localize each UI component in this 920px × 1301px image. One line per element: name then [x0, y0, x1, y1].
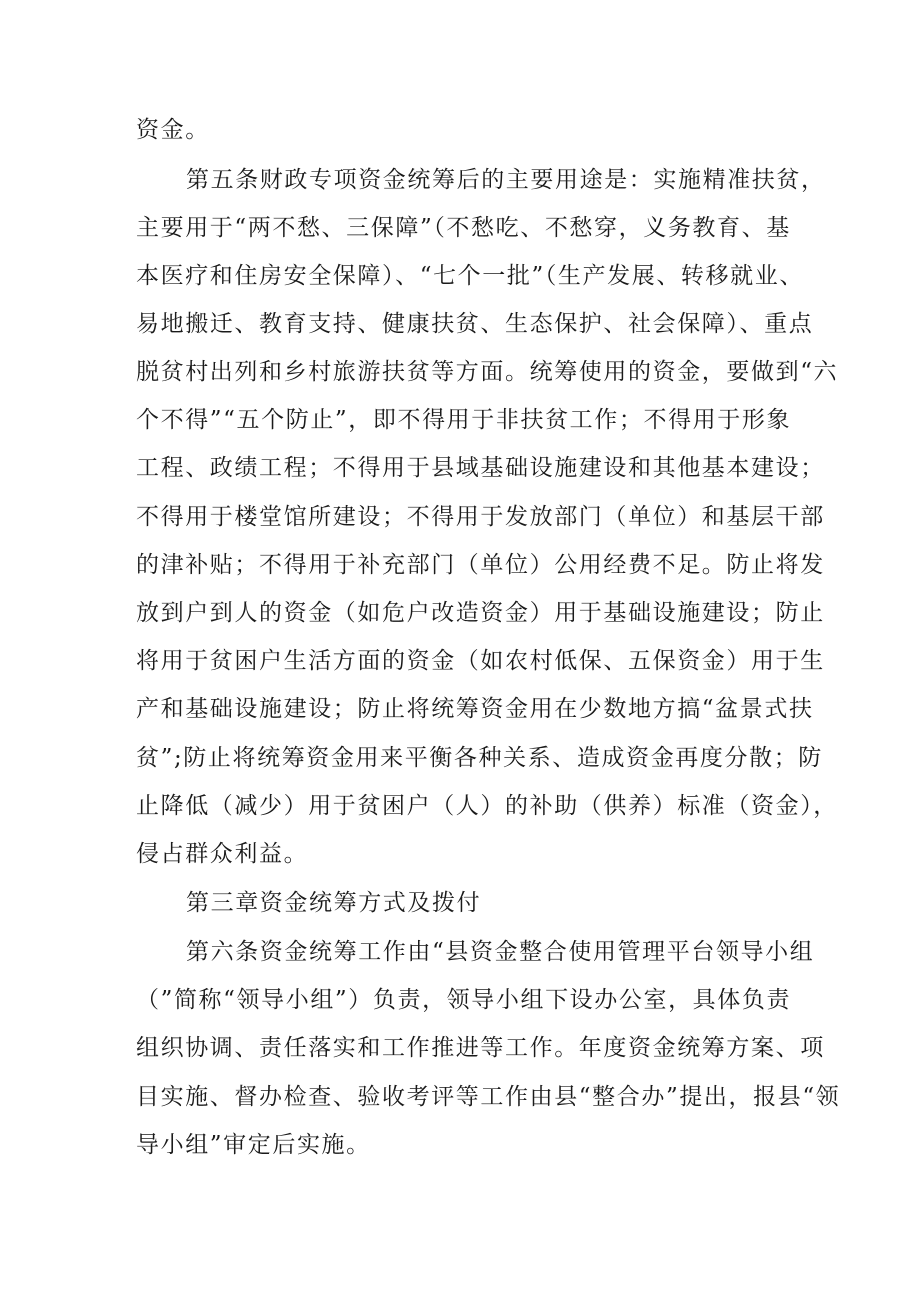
- text-line: （”简称“领导小组”）负责，领导小组下设办公室，具体负责: [136, 987, 792, 1013]
- article-5-heading-line: 第五条财政专项资金统筹后的主要用途是：实施精准扶贫，: [186, 167, 826, 193]
- text-line: 工程、政绩工程；不得用于县域基础设施建设和其他基本建设；: [136, 455, 825, 481]
- text-line: 止降低（减少）用于贫困户（人）的补助（供养）标准（资金），: [136, 793, 838, 819]
- article-6-heading-line: 第六条资金统筹工作由“县资金整合使用管理平台领导小组: [186, 939, 815, 965]
- text-line: 资金。: [136, 117, 210, 143]
- text-line: 侵占群众利益。: [136, 841, 309, 867]
- text-line: 目实施、督办检查、验收考评等工作由县“整合办”提出，报县“领: [136, 1084, 841, 1110]
- text-line: 导小组”审定后实施。: [136, 1132, 371, 1158]
- text-line: 不得用于楼堂馆所建设；不得用于发放部门（单位）和基层干部: [136, 504, 825, 530]
- text-line: 易地搬迁、教育支持、健康扶贫、生态保护、社会保障）、重点: [136, 311, 814, 337]
- text-line: 将用于贫困户生活方面的资金（如农村低保、五保资金）用于生: [136, 648, 825, 674]
- text-line: 主要用于“两不愁、三保障”（不愁吃、不愁穿，义务教育、基: [136, 215, 791, 241]
- text-line: 的津补贴；不得用于补充部门（单位）公用经费不足。防止将发: [136, 552, 825, 578]
- text-line: 贫”;防止将统筹资金用来平衡各种关系、造成资金再度分散；防: [136, 745, 823, 771]
- text-line: 本医疗和住房安全保障）、“七个一批”（生产发展、转移就业、: [136, 263, 804, 289]
- text-line: 产和基础设施建设；防止将统筹资金用在少数地方搞“盆景式扶: [136, 696, 814, 722]
- text-line: 个不得”“五个防止”，即不得用于非扶贫工作；不得用于形象: [136, 407, 792, 433]
- text-line: 放到户到人的资金（如危户改造资金）用于基础设施建设；防止: [136, 600, 825, 626]
- chapter-3-heading: 第三章资金统筹方式及拨付: [186, 890, 482, 916]
- text-line: 脱贫村出列和乡村旅游扶贫等方面。统筹使用的资金，要做到“六: [136, 359, 839, 385]
- text-line: 组织协调、责任落实和工作推进等工作。年度资金统筹方案、项: [136, 1035, 825, 1061]
